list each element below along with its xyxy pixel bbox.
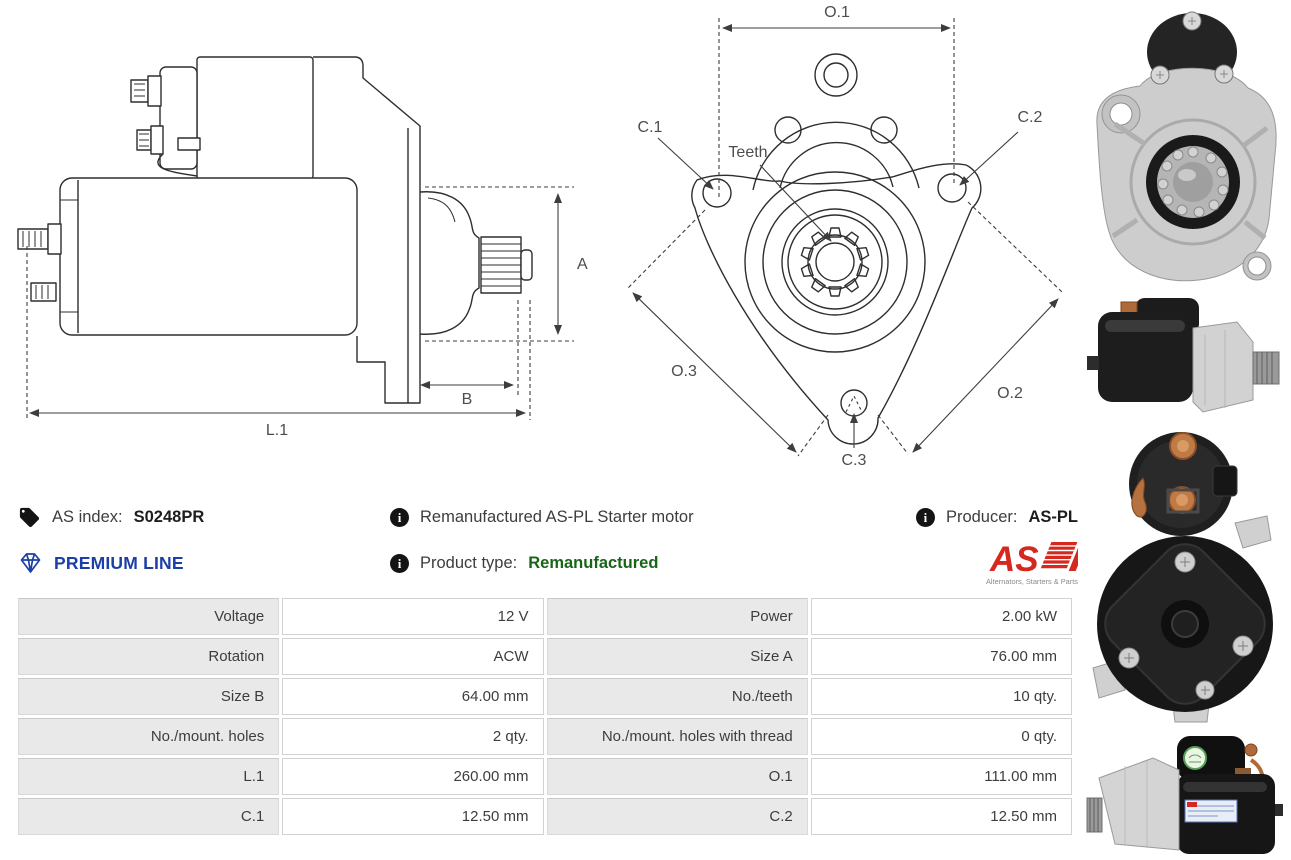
spec-value-cell: 64.00 mm [282, 678, 543, 715]
producer-row [882, 508, 1078, 527]
premium-line-row [18, 552, 390, 574]
spec-value-cell: 2.00 kW [811, 598, 1072, 635]
starter-side-outline [18, 57, 532, 403]
product-type-value: Remanufactured [528, 553, 659, 572]
product-photo-angled-view [1085, 726, 1285, 858]
producer-value: AS-PL [1028, 507, 1078, 526]
brand-logo-cell [882, 538, 1078, 588]
as-index-value: S0248PR [133, 507, 205, 526]
dim-label-l1: L.1 [265, 422, 289, 439]
product-info-band [18, 497, 1078, 589]
spec-value-cell: 10 qty. [811, 678, 1072, 715]
starter-front-outline [692, 54, 981, 444]
spec-value-cell: 2 qty. [282, 718, 543, 755]
spec-value-cell: 0 qty. [811, 718, 1072, 755]
spec-value-cell: 111.00 mm [811, 758, 1072, 795]
spec-label-cell: Voltage [18, 598, 279, 635]
front-view-technical-drawing [610, 0, 1080, 490]
dim-label-o3: O.3 [671, 363, 697, 380]
product-type-row [390, 554, 882, 573]
premium-line-label: PREMIUM LINE [54, 552, 184, 573]
as-pl-logo [986, 538, 1078, 588]
spec-value-cell: 12 V [282, 598, 543, 635]
product-type-label: Product type: [420, 553, 518, 572]
product-photo-front-view [1085, 4, 1285, 288]
logo-tagline: Alternators, Starters & Parts [986, 577, 1078, 586]
info-icon: i [390, 554, 409, 573]
spec-label-cell: L.1 [18, 758, 279, 795]
dim-label-c3: C.3 [841, 452, 867, 469]
spec-label-cell: Power [547, 598, 808, 635]
spec-value-cell: 12.50 mm [282, 798, 543, 835]
spec-label-cell: Size B [18, 678, 279, 715]
product-description: Remanufactured AS-PL Starter motor [420, 507, 694, 526]
dim-label-c2: C.2 [1017, 109, 1043, 126]
spec-label-cell: Rotation [18, 638, 279, 675]
spec-value-cell: 260.00 mm [282, 758, 543, 795]
spec-label-cell: No./mount. holes with thread [547, 718, 808, 755]
spec-label-cell: Size A [547, 638, 808, 675]
spec-label-cell: No./teeth [547, 678, 808, 715]
spec-label-cell: No./mount. holes [18, 718, 279, 755]
spec-value-cell: 76.00 mm [811, 638, 1072, 675]
product-photo-side-view [1085, 290, 1285, 426]
info-icon: i [916, 508, 935, 527]
spec-value-cell: ACW [282, 638, 543, 675]
teeth-label: Teeth [728, 144, 768, 161]
spec-label-cell: C.1 [18, 798, 279, 835]
as-index-row [18, 506, 390, 529]
dim-label-o1: O.1 [824, 4, 850, 21]
side-view-technical-drawing [0, 0, 600, 470]
dim-label-o2: O.2 [997, 385, 1023, 402]
as-index-label: AS index: [52, 507, 123, 526]
tag-icon [18, 506, 41, 529]
gear-teeth [801, 228, 869, 296]
dim-label-a: A [577, 256, 588, 273]
spec-label-cell: C.2 [547, 798, 808, 835]
description-row [390, 508, 882, 527]
diamond-icon [18, 552, 43, 574]
info-icon: i [390, 508, 409, 527]
spec-label-cell: O.1 [547, 758, 808, 795]
logo-text: AS [990, 540, 1039, 579]
dim-label-b: B [461, 391, 473, 408]
dim-label-c1: C.1 [637, 119, 663, 136]
spec-table [18, 598, 1072, 835]
spec-value-cell: 12.50 mm [811, 798, 1072, 835]
product-photo-rear-view [1085, 428, 1285, 724]
producer-label: Producer: [945, 507, 1018, 526]
